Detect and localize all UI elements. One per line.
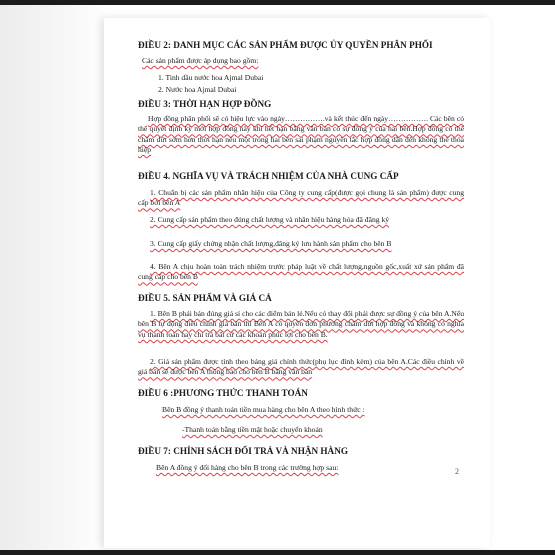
section-7-paragraph-1: Bên A đồng ý đổi hàng cho bên B trong các trường hợp sau: [156,463,339,472]
section-2-item-2: 2. Nước hoa Ajmal Dubai [158,85,237,94]
section-3-paragraph: Hợp đồng phân phối sẽ có hiệu lực vào ngày…………….và kết thúc đến ngày……………. Các bên có thể quyết định kỳ mới hợp đồng này khi hết hạn bằng văn bản có sự đồng ý của hai bên.Hợp đồng có thể chấm dứt sớm hơn thời hạn nếu một trong hai bên sai phạm nguyên tắc hợp đồng dẫn đến không thể thỏa hiệp [138,114,464,155]
section-3-heading: ĐIỀU 3: THỜI HẠN HỢP ĐỒNG [138,99,272,109]
section-4-paragraph-2: 2. Cung cấp sản phẩm theo đúng chất lượng và nhãn hiệu hàng hóa đã đăng ký [150,215,390,224]
section-5-paragraph-1: 1. Bên B phải bán đúng giá sỉ cho các điểm bán lẻ.Nếu có thay đổi phải được sự đồng ý của bên A.Nếu bên B tự động điều chỉnh giá bán thì Bên A có quyền đơn phương chấm dứt hợp đồng và không có nghĩa vụ thanh toán hay chi trả bất cứ các khoản phúc lợi cho bên B. [138,309,464,339]
section-4-paragraph-1: 1. Chuẩn bị các sản phẩm nhãn hiệu của Công ty cung cấp(được gọi chung là sản phẩm) được cung cấp bởi bên A [138,188,464,208]
section-5-paragraph-2: 2. Giá sản phẩm được tính theo bảng giá chính thức(phụ lục đính kèm) của bên A.Các điều chỉnh về giá bán sẽ được bên A thông báo cho bên B bằng văn bản [138,357,464,377]
bottom-border [0,550,555,555]
section-4-paragraph-4: 4. Bên A chịu hoàn toàn trách nhiệm trước pháp luật về chất lượng,nguồn gốc,xuất xứ sản phẩm đã cung cấp cho bên B [138,262,464,282]
section-2-item-1: 1. Tinh dầu nước hoa Ajmal Dubai [158,73,264,82]
section-7-heading: ĐIỀU 7: CHÍNH SÁCH ĐỔI TRẢ VÀ NHẬN HÀNG [138,446,348,456]
section-2-heading: ĐIỀU 2: DANH MỤC CÁC SẢN PHẨM ĐƯỢC ỦY QUYỀN PHÂN PHỐI [138,40,433,50]
section-5-heading: ĐIỀU 5. SẢN PHẨM VÀ GIÁ CẢ [138,293,272,303]
page-shadow [0,5,110,550]
page-number: 2 [455,467,459,476]
section-4-paragraph-3: 3. Cung cấp giấy chứng nhận chất lượng,đăng ký lưu hành sản phẩm cho bên B [150,239,392,248]
section-6-paragraph-2: -Thanh toán bằng tiền mặt hoặc chuyển khoản [182,425,323,434]
section-2-intro: Các sản phẩm được áp dụng bao gồm: [142,56,259,65]
section-6-heading: ĐIỀU 6 :PHƯƠNG THỨC THANH TOÁN [138,388,308,398]
document-page [104,18,490,548]
section-6-paragraph-1: Bên B đồng ý thanh toán tiền mua hàng cho bên A theo hình thức : [162,405,365,414]
section-4-heading: ĐIỀU 4. NGHĨA VỤ VÀ TRÁCH NHIỆM CỦA NHÀ CUNG CẤP [138,171,399,181]
